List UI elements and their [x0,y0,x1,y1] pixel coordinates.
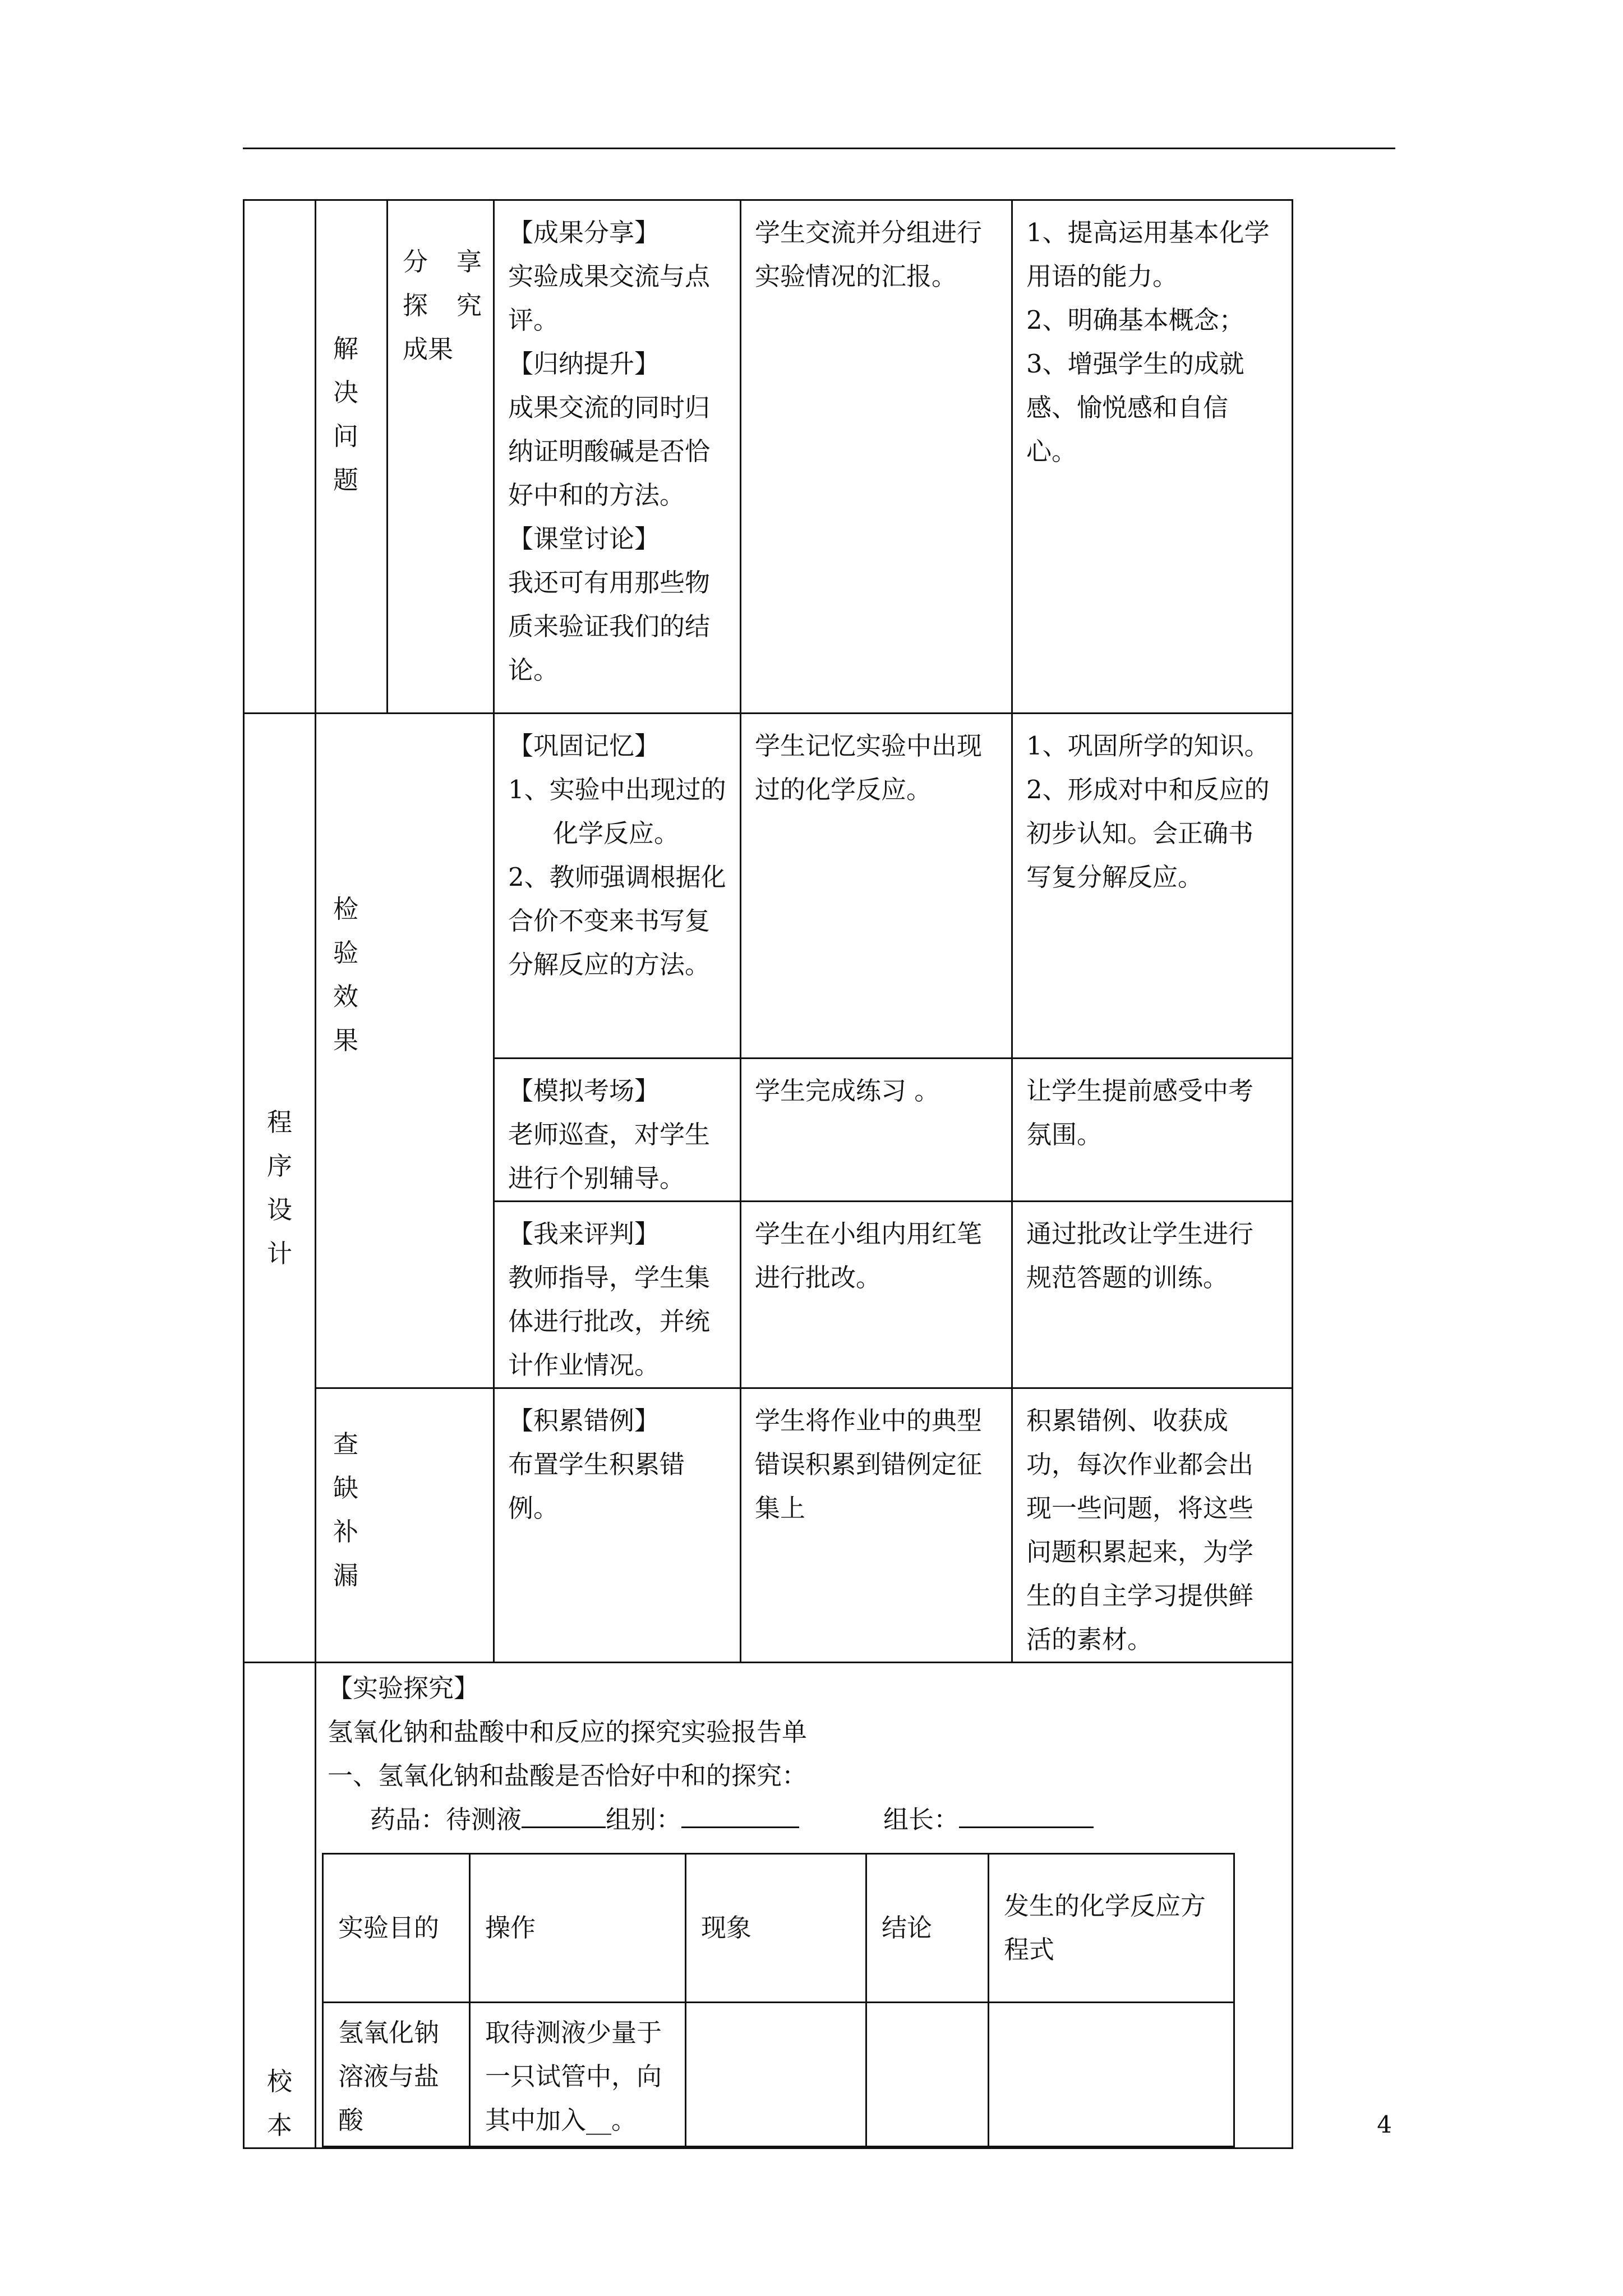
program-design-label [244,714,316,1663]
row-check-1 [244,714,1293,1059]
phase-solve-char: 决 [333,378,359,407]
fill-teacher-line: 【积累错例】 [508,1406,660,1435]
check1-intent-line: 1、巩固所学的知识。 [1026,731,1270,761]
check1-teacher-line: 2、教师强调根据化合价不变来书写复分解反应的方法。 [508,862,726,979]
school-char: 校 [266,2067,292,2096]
phase-solve-char: 问 [333,421,359,451]
program-char: 设 [266,1194,292,1225]
check2-teacher-line: 老师巡查，对学生进行个别辅导。 [508,1120,711,1193]
check1-student-text: 学生记忆实验中出现过的化学反应。 [755,731,983,804]
report-table [322,1853,1235,2147]
check3-intent [1012,1202,1293,1388]
check2-student-text: 学生完成练习 。 [755,1076,940,1106]
lesson-plan-table [243,199,1293,2149]
sub-share-label: 分 享 探 究 成果 [403,247,482,364]
check1-teacher [494,714,741,1059]
check1-intent-line: 2、形成对中和反应的初步认知。会正确书写复分解反应。 [1026,775,1270,892]
cell-conclusion[interactable] [866,2003,989,2147]
check2-student [741,1059,1012,1202]
fill-intent-line: 积累错例、收获成功，每次作业都会出现一些问题，将这些问题积累起来，为学生的自主学习提供鲜活的素材。 [1026,1406,1254,1654]
phase-fill-gaps [316,1388,494,1663]
solve-student [741,200,1012,714]
check3-teacher-line: 教师指导，学生集体进行批改，并统计作业情况。 [508,1263,711,1380]
fill-intent [1012,1388,1293,1663]
experiment-title: 【实验探究】 [328,1673,479,1703]
report-table-row [323,2003,1234,2147]
check1-student [741,714,1012,1059]
check2-teacher [494,1059,741,1202]
phase-solve-char: 解 [333,334,359,364]
group-label: 组别： [606,1805,682,1834]
report-title: 氢氧化钠和盐酸中和反应的探究实验报告单 [328,1717,808,1747]
check3-student [741,1202,1012,1388]
phase-check-char: 验 [333,938,359,968]
school-char: 本 [266,2110,292,2140]
header-conclusion: 结论 [866,1854,989,2003]
leader-label: 组长： [883,1805,960,1834]
check2-intent [1012,1059,1293,1202]
cell-equation[interactable] [989,2003,1234,2147]
check3-intent-line: 通过批改让学生进行规范答题的训练。 [1026,1219,1254,1292]
section-heading: 一、氢氧化钠和盐酸是否恰好中和的探究： [328,1761,808,1791]
solve-teacher-line: 实验成果交流与点评。 [508,261,711,335]
row-solve-problem [244,200,1293,714]
check1-teacher-line: 【巩固记忆】 [508,731,660,761]
row-fill-gaps [244,1388,1293,1663]
report-table-header [323,1854,1234,2003]
header-operation: 操作 [470,1854,686,2003]
program-col-top [244,200,316,714]
check3-teacher-line: 【我来评判】 [508,1219,660,1249]
solve-teacher-line: 【成果分享】 [508,218,660,247]
solve-student-text: 学生交流并分组进行实验情况的汇报。 [755,218,983,291]
check3-student-text: 学生在小组内用红笔进行批改。 [755,1219,983,1292]
phase-fill-char: 查 [333,1429,359,1459]
fill-student-text: 学生将作业中的典型错误积累到错例定征集上 [755,1406,983,1523]
program-char: 序 [266,1151,292,1181]
program-char: 计 [266,1238,292,1268]
cell-purpose: 氢氧化钠溶液与盐酸 [323,2003,470,2147]
check3-teacher [494,1202,741,1388]
cell-operation: 取待测液少量于一只试管中，向其中加入__。 [470,2003,686,2147]
solve-teacher-line: 成果交流的同时归纳证明酸碱是否恰好中和的方法。 [508,393,711,510]
fill-student [741,1388,1012,1663]
page-number: 4 [1377,2111,1392,2138]
header-equation: 发生的化学反应方程式 [989,1854,1234,2003]
drug-label: 药品：待测液 [370,1805,522,1834]
phase-fill-char: 缺 [333,1473,359,1503]
solve-teacher [494,200,741,714]
group-blank[interactable] [681,1800,799,1828]
leader-blank[interactable] [959,1800,1094,1828]
header-phenomenon: 现象 [686,1854,866,2003]
fill-teacher-line: 布置学生积累错例。 [508,1450,685,1523]
phase-fill-char: 漏 [333,1561,359,1590]
phase-solve-char: 题 [333,465,359,495]
row-school-based [244,1663,1293,2148]
solve-teacher-line: 【归纳提升】 [508,349,660,379]
school-content [316,1663,1293,2148]
cell-phenomenon[interactable] [686,2003,866,2147]
check1-intent [1012,714,1293,1059]
sub-share-results [388,200,494,714]
check1-teacher-line: 1、实验中出现过的化学反应。 [508,775,726,848]
program-char: 程 [266,1107,292,1137]
header-purpose: 实验目的 [323,1854,470,2003]
phase-check [316,714,494,1388]
solve-teacher-line: 【课堂讨论】 [508,524,660,554]
school-label [244,1663,316,2148]
phase-check-char: 果 [333,1025,359,1055]
solve-teacher-line: 我还可有用那些物质来验证我们的结论。 [508,568,711,685]
solve-intent-line: 3、增强学生的成就感、愉悦感和自信心。 [1026,349,1244,466]
solve-intent-line: 2、明确基本概念； [1026,305,1244,335]
phase-check-char: 检 [333,894,359,924]
drug-blank[interactable] [522,1800,606,1828]
form-line [328,1798,1292,1842]
phase-check-char: 效 [333,982,359,1011]
solve-intent-line: 1、提高运用基本化学用语的能力。 [1026,218,1270,291]
check2-teacher-line: 【模拟考场】 [508,1076,660,1106]
fill-teacher [494,1388,741,1663]
solve-intent [1012,200,1293,714]
check2-intent-line: 让学生提前感受中考氛围。 [1026,1076,1254,1149]
header-rule [243,148,1395,149]
phase-fill-char: 补 [333,1517,359,1547]
phase-solve [316,200,388,714]
